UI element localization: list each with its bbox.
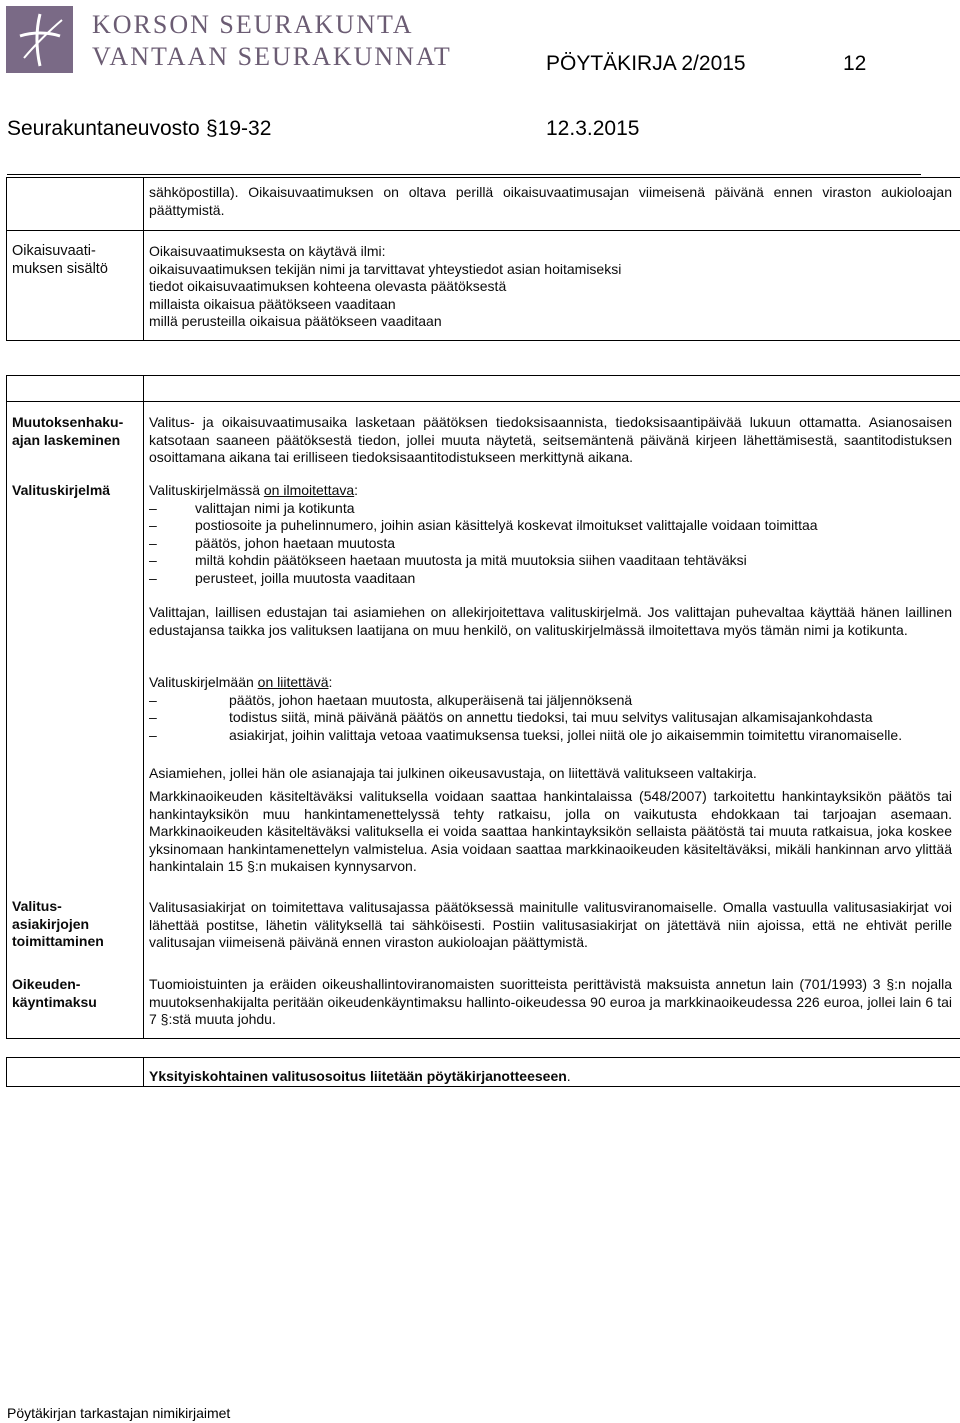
meeting-date: 12.3.2015	[546, 117, 640, 140]
list-item: millaista oikaisua päätökseen vaaditaan	[149, 295, 396, 312]
appeal-letter-label: Valituskirjelmä	[12, 482, 111, 498]
org-name-line2: VANTAAN SEURAKUNNAT	[92, 42, 452, 71]
power-of-attorney-text: Asiamiehen, jollei hän ole asianajaja tai julkinen oikeusavustaja, on liitettävä valitukseen valtakirja.	[149, 765, 757, 781]
attachments-text: Valituskirjelmään on liitettävä: – päätös, johon haetaan muutosta, alkuperäisenä tai jäljennöksenä – todistus siitä, minä päivänä päätös on annettu tiedoksi, tai muu selvitys valitusajan alkamisajankohdasta – asiakirjat, joihin valittaja vetoaa vaatimuksensa tueksi, jollei niitä ole jo aikaisemmin toimitettu viranomaiselle.	[149, 674, 952, 744]
list-item: – asiakirjat, joihin valittaja vetoaa vaatimuksensa tueksi, jollei niitä ole jo aikaisemmin toimitettu viranomaiselle.	[149, 727, 952, 745]
section-range: §19-32	[206, 117, 272, 140]
list-item: – todistus siitä, minä päivänä päätös on annettu tiedoksi, tai muu selvitys valitusajan alkamisajankohdasta	[149, 709, 952, 727]
list-item: tiedot oikaisuvaatimuksen kohteena olevasta päätöksestä	[149, 278, 507, 294]
council-name: Seurakuntaneuvosto	[7, 117, 200, 140]
court-fee-label: Oikeuden- käyntimaksu	[12, 976, 97, 1010]
table-column-divider	[143, 1057, 144, 1086]
documents-delivery-text: Valitusasiakirjat on toimitettava valitusajassa päätöksessä mainitulle valitusviranomaiselle. Omalla vastuulla valitusasiakirjat voi lähettää postitse, lähetin välityksellä tai sähköisesti. Postiin valitusasiakirjat on jätettävä niin ajoissa, että ne ehtivät perille valitusajan viimeisenä päivänä ennen viraston aukioloajan päättymistä.	[149, 899, 952, 950]
list-item: – valittajan nimi ja kotikunta	[149, 500, 952, 518]
page-number: 12	[843, 52, 867, 75]
documents-delivery-label: Valitus- asiakirjojen toimittaminen	[12, 898, 104, 949]
row1-text: sähköpostilla). Oikaisuvaatimuksen on oltava perillä oikaisuvaatimusajan viimeisenä päivänä ennen viraston aukioloajan päättymistä.	[149, 184, 952, 218]
table-column-divider	[143, 375, 144, 1038]
list-item: – päätös, johon haetaan muutosta	[149, 535, 952, 553]
footer-initials: Pöytäkirjan tarkastajan nimikirjaimet	[7, 1405, 231, 1421]
objection-content-label: Oikaisuvaati- muksen sisältö	[12, 243, 108, 277]
signature-requirement-text: Valittajan, laillisen edustajan tai asiamiehen on allekirjoitettava valituskirjelmä. Jos valittajan puhevaltaa käyttää hänen laillinen edustajansa taikka jos valituksen laatijana on muu henkilö, on valituskirjelmässä ilmoitettava myös tämän nimi ja kotikunta.	[149, 604, 952, 638]
list-item: – päätös, johon haetaan muutosta, alkuperäisenä tai jäljennöksenä	[149, 692, 952, 710]
detail-notice-text: Yksityiskohtainen valitusosoitus liitetään pöytäkirjanotteeseen.	[149, 1068, 571, 1084]
list-item: millä perusteilla oikaisua päätökseen vaaditaan	[149, 313, 442, 329]
appeal-letter-text: Valituskirjelmässä on ilmoitettava: – valittajan nimi ja kotikunta – postiosoite ja puhelinnumero, joihin asian käsittelyä koskevat ilmoitukset valittajalle voidaan toimittaa – päätös, johon haetaan muutosta – miltä kohdin päätökseen haetaan muutosta ja mitä muutoksia siihen vaaditaan tehtäväksi – perusteet, joilla muutosta vaaditaan	[149, 482, 952, 587]
appeal-period-label: Muutoksenhaku- ajan laskeminen	[12, 414, 124, 448]
table-column-divider	[143, 177, 144, 340]
court-fee-text: Tuomioistuinten ja eräiden oikeushallintoviranomaisten suoritteista perittävistä maksuista annetun lain (701/1993) 3 §:n nojalla muutoksenhakijalta peritään oikeudenkäyntimaksu hallinto-oikeudessa 90 euroa ja markkinaoikeudessa 226 euroa, jollei lain 6 tai 7 §:stä muuta johdu.	[149, 976, 952, 1027]
org-name-line1: KORSON SEURAKUNTA	[92, 10, 414, 39]
header-divider	[7, 174, 921, 175]
list-item: – postiosoite ja puhelinnumero, joihin asian käsittelyä koskevat ilmoitukset valittajalle voidaan toimittaa	[149, 517, 952, 535]
appeal-period-text: Valitus- ja oikaisuvaatimusaika lasketaan päätöksen tiedoksisaannista, tiedoksisaantipäivää lukuun ottamatta. Asianosaisen katsotaan saaneen päätöksestä tiedon, jollei muuta näytetä, seitsemäntenä päivänä kirjeen lähettämisestä, saantitodistuksen osoittamana aikana tai erilliseen tiedoksisaantitodistukseen merkittynä aikana.	[149, 414, 952, 465]
table-row-divider	[6, 230, 960, 231]
list-item: oikaisuvaatimuksen tekijän nimi ja tarvittavat yhteystiedot asian hoitamiseksi	[149, 260, 622, 277]
document-title: PÖYTÄKIRJA 2/2015	[546, 52, 746, 75]
objection-content-text: Oikaisuvaatimuksesta on käytävä ilmi: oikaisuvaatimuksen tekijän nimi ja tarvittavat yhteystiedot asian hoitamiseksi tiedot oikaisuvaatimuksen kohteena olevasta päätöksestä millaista oikaisua päätökseen vaaditaan millä perusteilla oikaisua päätökseen vaaditaan	[149, 243, 952, 331]
parish-logo	[6, 6, 73, 73]
table-row-divider	[6, 401, 960, 402]
market-court-text: Markkinaoikeuden käsiteltäväksi valituksella voidaan saattaa hankintalaissa (548/2007) tarkoitettu hankintayksikön päätös tai hankintayksikön muu hankintamenettelyssä tehty ratkaisu, jolla on vaikutusta ehdokkaan tai tarjoajan asemaan. Markkinaoikeuden käsiteltäväksi valituksella ei voida saattaa hankintayksikön sellaista päätöstä tai muuta ratkaisua, joka koskee yksinomaan hankintamenettelyn valmistelua. Asia voidaan saattaa markkinaoikeuden käsiteltäväksi, mikäli hankinnan arvo ylittää hankintalain 15 §:n mukaisen kynnysarvon.	[149, 788, 952, 874]
list-item: – miltä kohdin päätökseen haetaan muutosta ja mitä muutoksia siihen vaaditaan tehtäväksi	[149, 552, 952, 570]
list-item: – perusteet, joilla muutosta vaaditaan	[149, 570, 952, 588]
